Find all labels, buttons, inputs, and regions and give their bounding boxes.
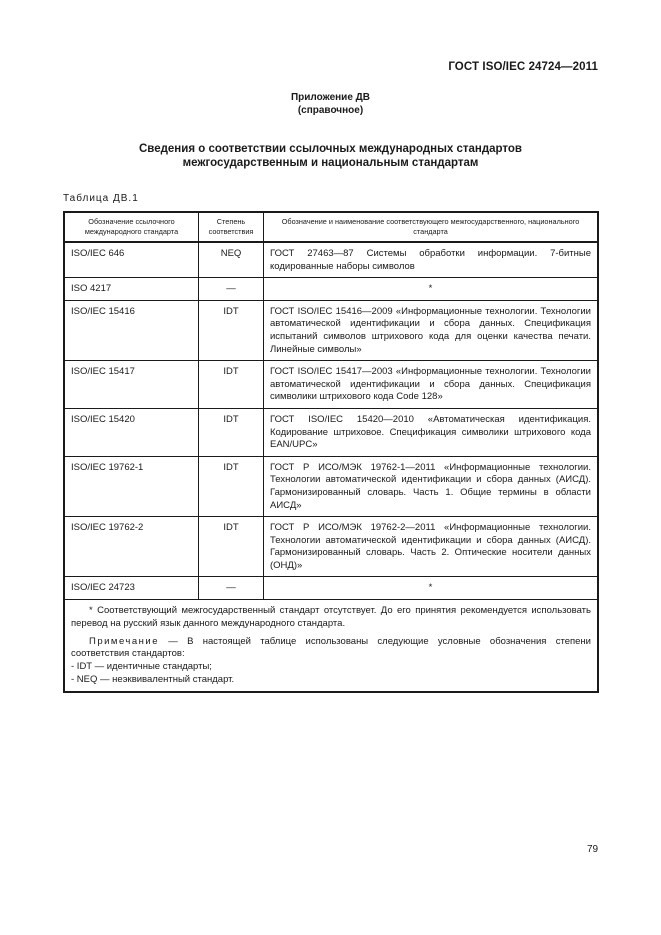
degree-cell: IDT (199, 517, 264, 577)
table-caption: Таблица ДВ.1 (63, 193, 139, 204)
appendix-subtitle: (справочное) (297, 105, 364, 116)
page-number: 79 (587, 844, 599, 855)
standard-cell: * (264, 577, 599, 600)
degree-cell: IDT (199, 408, 264, 456)
ref-cell: ISO/IEC 15416 (64, 300, 199, 360)
table-header-row (64, 212, 598, 242)
note-label: Примечание (89, 635, 159, 647)
table-row (64, 408, 598, 456)
note-paragraph (71, 636, 591, 662)
standard-cell: * (264, 278, 599, 301)
degree-cell: — (199, 577, 264, 600)
standard-cell: ГОСТ ISO/IEC 15420—2010 «Автоматическая идентификация. Кодирование штриховое. Спецификация символики штрихового кода EAN/UPC» (264, 408, 599, 456)
standard-cell: ГОСТ 27463—87 Системы обработки информации. 7-битные кодированные наборы символов (264, 242, 599, 278)
appendix-title: Приложение ДВ (290, 92, 371, 103)
note-text: — В настоящей таблице использованы следующие условные обозначения степени соответствия стандартов: (71, 635, 591, 660)
degree-cell: — (199, 278, 264, 301)
standard-cell: ГОСТ Р ИСО/МЭК 19762-2—2011 «Информационные технологии. Технологии автоматической идентификации и сбора данных (АИСД). Гармонизированный словарь. Часть 2. Оптические носители данных (ОНД)» (264, 517, 599, 577)
degree-cell: IDT (199, 456, 264, 516)
table-row (64, 517, 598, 577)
table-row (64, 361, 598, 409)
main-title-line-1: Сведения о соответствии ссылочных международных стандартов (138, 143, 522, 155)
footnote: * Соответствующий межгосударственный стандарт отсутствует. До его принятия рекомендуется использовать перевод на русский язык данного международного стандарта. (71, 605, 591, 629)
note-item-neq: - NEQ — неэквивалентный стандарт. (71, 674, 235, 686)
ref-cell: ISO/IEC 646 (64, 242, 199, 278)
note-item-idt: - IDT — идентичные стандарты; (71, 661, 212, 673)
table-row (64, 278, 598, 301)
table-notes (64, 600, 598, 692)
standard-cell: ГОСТ Р ИСО/МЭК 19762-1—2011 «Информационные технологии. Технологии автоматической идентификации и сбора данных (АИСД). Гармонизированный словарь. Часть 1. Общие термины в области АИСД» (264, 456, 599, 516)
table-notes-row (64, 600, 598, 692)
ref-cell: ISO/IEC 15420 (64, 408, 199, 456)
degree-cell: IDT (199, 300, 264, 360)
ref-cell: ISO/IEC 19762-2 (64, 517, 199, 577)
table-row (64, 577, 598, 600)
main-title-line-2: межгосударственным и национальным стандартам (182, 157, 479, 169)
ref-cell: ISO/IEC 24723 (64, 577, 199, 600)
main-title (0, 142, 661, 170)
ref-cell: ISO/IEC 15417 (64, 361, 199, 409)
standards-table (63, 211, 599, 693)
table-row (64, 242, 598, 278)
document-code: ГОСТ ISO/IEC 24724—2011 (448, 61, 598, 73)
header-standard: Обозначение и наименование соответствующего межгосударственного, национального стандарта (264, 212, 599, 242)
standard-cell: ГОСТ ISO/IEC 15417—2003 «Информационные технологии. Технологии автоматической идентификации и сбора данных. Спецификация символики штрихового кода Code 128» (264, 361, 599, 409)
ref-cell: ISO/IEC 19762-1 (64, 456, 199, 516)
header-degree: Степень соответствия (199, 212, 264, 242)
table-row (64, 300, 598, 360)
degree-cell: NEQ (199, 242, 264, 278)
ref-cell: ISO 4217 (64, 278, 199, 301)
degree-cell: IDT (199, 361, 264, 409)
appendix-heading (0, 91, 661, 117)
table-row (64, 456, 598, 516)
header-reference: Обозначение ссылочного международного стандарта (64, 212, 199, 242)
standard-cell: ГОСТ ISO/IEC 15416—2009 «Информационные технологии. Технологии автоматической идентификации и сбора данных. Спецификация испытаний символов штрихового кода для оценки качества печати. Линейные символы» (264, 300, 599, 360)
